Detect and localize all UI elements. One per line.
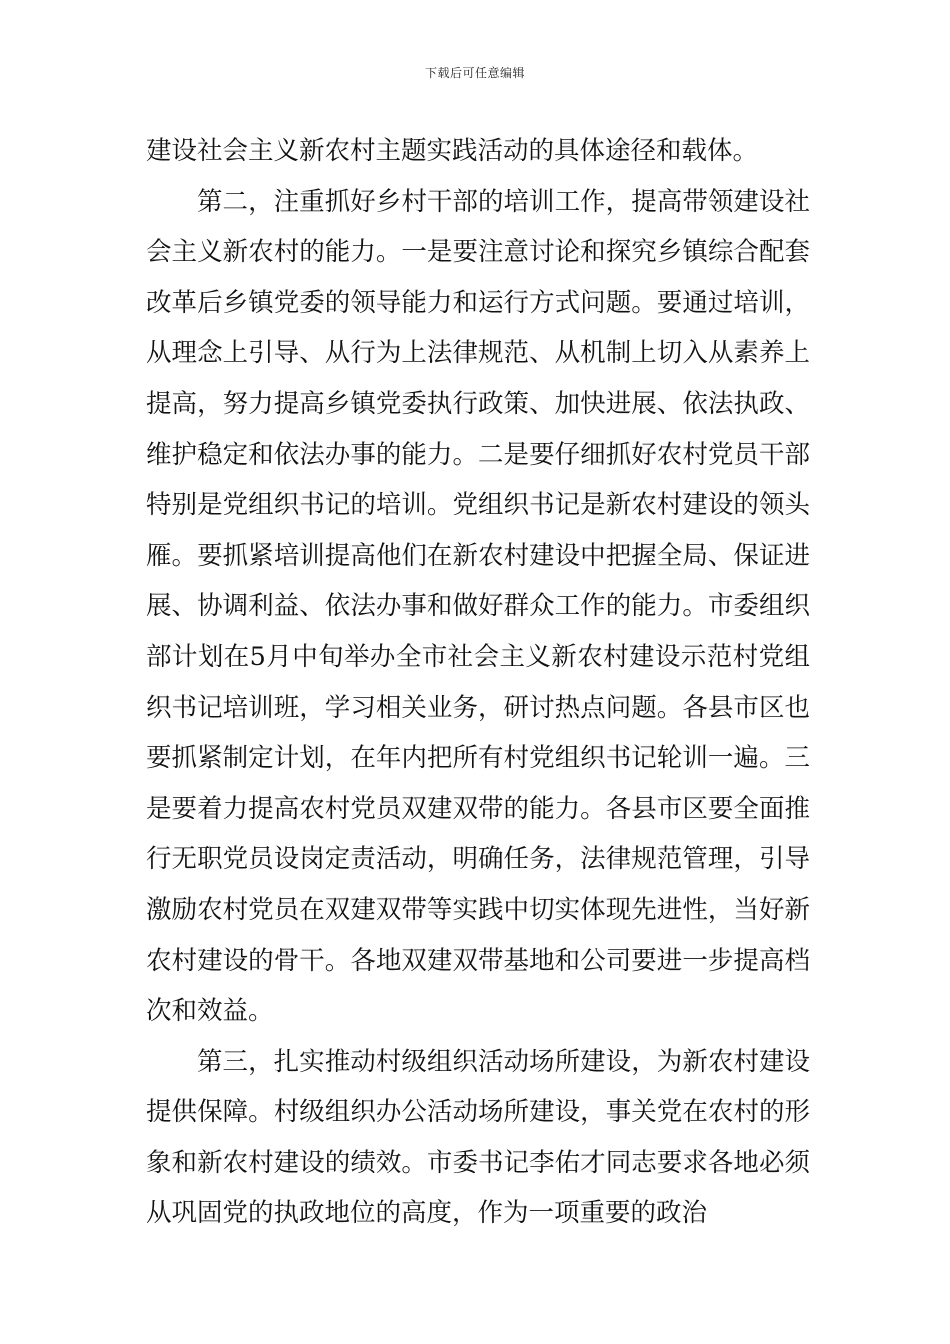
paragraph-1: 建设社会主义新农村主题实践活动的具体途径和载体。 [146,136,759,166]
paragraph-2: 第二，注重抓好乡村干部的培训工作，提高带领建设社会主义新农村的能力。一是要注意讨论和探究乡镇综合配套改革后乡镇党委的领导能力和运行方式问题。要通过培训，从理念上引导、从行为上法律规范、从机制上切入从素养上提高，努力提高乡镇党委执行政策、加快进展、依法执政、维护稳定和依法办事的能力。二是要仔细抓好农村党员干部特别是党组织书记的培训。党组织书记是新农村建设的领头雁。要抓紧培训提高他们在新农村建设中把握全局、保证进展、协调利益、依法办事和做好群众工作的能力。市委组织部计划在5月中旬举办全市社会主义新农村建设示范村党组织书记培训班，学习相关业务，研讨热点问题。各县市区也要抓紧制定计划，在年内把所有村党组织书记轮训一遍。三是要着力提高农村党员双建双带的能力。各县市区要全面推行无职党员设岗定责活动，明确任务，法律规范管理，引导激励农村党员在双建双带等实践中切实体现先进性，当好新农村建设的骨干。各地双建双带基地和公司要进一步提高档次和效益。 [146,186,810,1027]
page-header-note: 下载后可任意编辑 [424,66,525,80]
paragraph-3: 第三，扎实推动村级组织活动场所建设，为新农村建设提供保障。村级组织办公活动场所建设，事关党在农村的形象和新农村建设的绩效。市委书记李佑才同志要求各地必须从巩固党的执政地位的高度，作为一项重要的政治 [146,1046,810,1229]
document-body [146,126,810,1239]
